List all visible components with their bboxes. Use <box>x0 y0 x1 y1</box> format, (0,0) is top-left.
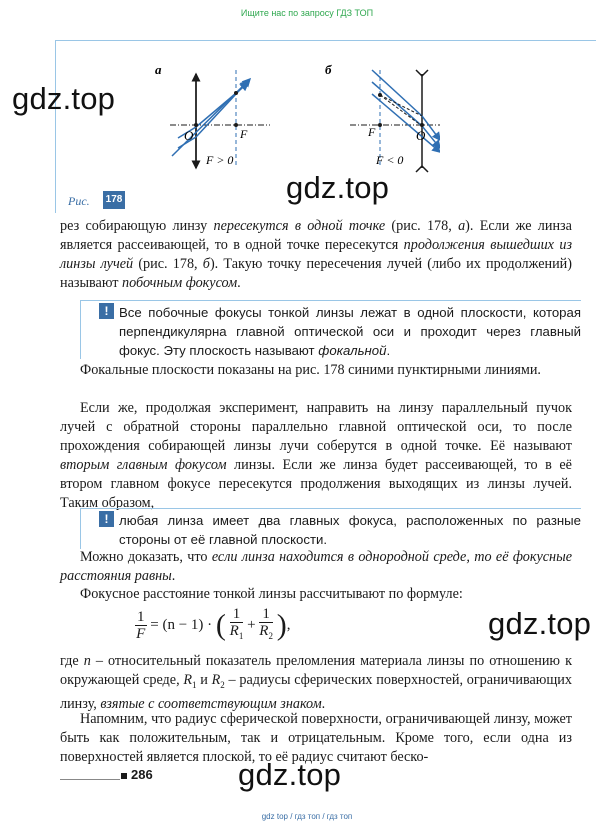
paragraph-3: Если же, продолжая эксперимент, направить на линзу параллельный пучок лучей с обратной стороны параллельно главной оптической оси, то после прохождения собирающей линзы лучи соберутся в одной точке. Её называют вторым главным фокусом линзы. Если же линза будет рассеивающей, то в её втором главном фокусе пересекутся продолжения выходящих из линзы лучей. Таким образом, <box>60 400 572 511</box>
watermark: gdz.top <box>12 81 116 116</box>
page-number: 286 <box>131 767 153 782</box>
label-F-b: F <box>368 125 376 139</box>
label-F-a: F <box>240 127 248 141</box>
cond-b: F < 0 <box>376 153 404 167</box>
rule-note-2: ! любая линза имеет два главных фокуса, расположенных по разные стороны от её главной плоскости. <box>80 508 581 549</box>
footer-marker <box>121 773 127 779</box>
paragraph-6: где n – относительный показатель преломления материала линзы по отношению к окружающей среде, $R_1$ и $R_2$ – радиусы сферических поверхностей, ограничивающих линзу, взятые с соответствующим знаком. <box>60 653 572 712</box>
footer-rule <box>60 779 120 780</box>
label-O-b: O <box>416 128 426 143</box>
paragraph-1: рез собирающую линзу пересекутся в одной точке (рис. 178, а). Если же линза является рассеивающей, то в одной точке пересекутся продолжения вышедших из линзы лучей (рис. 178, б). Такую точку пересечения лучей (либо их продолжений) называют побочным фокусом. <box>60 218 573 291</box>
watermark: gdz.top <box>488 606 592 641</box>
paragraph-2: Фокальные плоскости показаны на рис. 178 синими пунктирными линиями. <box>80 362 541 378</box>
lens-formula: $\frac{1}{F}$ = (n − 1) · ( $\frac{1}{R_1}$ + $\frac{1}{R_2}$ ), <box>136 606 291 642</box>
exclamation-icon: ! <box>99 303 114 319</box>
paragraph-5: Фокусное расстояние тонкой линзы рассчитывают по формуле: <box>80 586 463 602</box>
label-a: а <box>155 62 162 77</box>
paragraph-4: Можно доказать, что если линза находится в однородной среде, то её фокусные расстояния равны. <box>60 549 572 584</box>
cond-a: F > 0 <box>206 153 234 167</box>
paragraph-7: Напомним, что радиус сферической поверхности, ограничивающей линзу, может быть как положительным, так и отрицательным. Кроме того, если одна из поверхностей является плоской, то её радиус считают беско- <box>60 711 572 765</box>
diagram-b <box>325 62 440 172</box>
label-b: б <box>325 62 332 77</box>
bottom-credits[interactable]: gdz top / гдз топ / гдз топ <box>261 812 353 821</box>
label-O-a: O <box>184 128 194 143</box>
figure-number: 178 <box>103 191 125 209</box>
figure-178 <box>150 60 440 180</box>
exclamation-icon: ! <box>99 511 114 527</box>
diagram-a <box>155 62 270 168</box>
watermark: gdz.top <box>286 170 390 205</box>
top-banner[interactable]: Ищите нас по запросу ГДЗ ТОП <box>240 8 374 18</box>
figure-caption: Рис. <box>68 194 90 208</box>
watermark: gdz.top <box>238 757 342 792</box>
rule-note-1: ! Все побочные фокусы тонкой линзы лежат в одной плоскости, которая перпендикулярна главной оптической оси и проходит через главный фокус. Эту плоскость называют фокальной. <box>80 300 581 359</box>
